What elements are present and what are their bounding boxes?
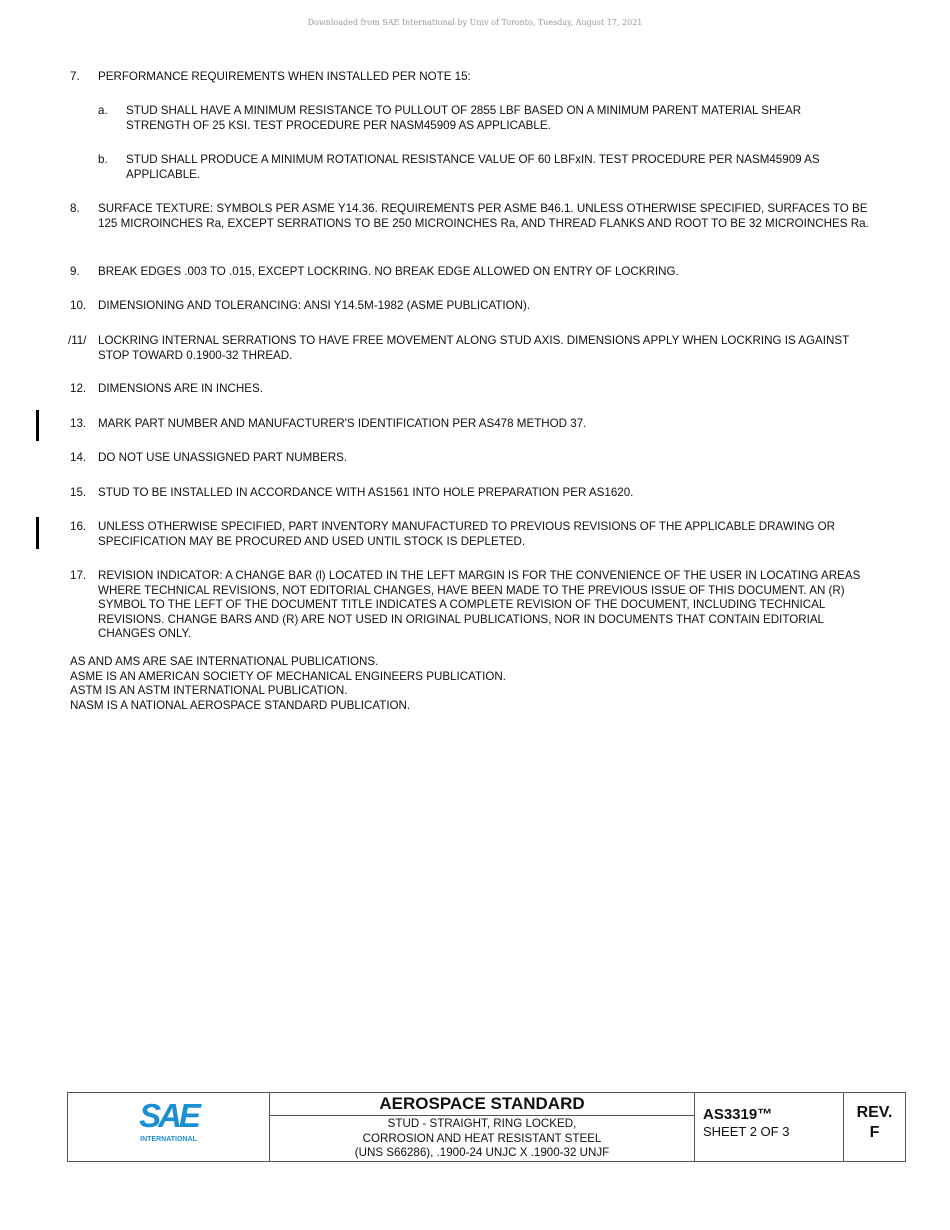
change-bar xyxy=(36,517,39,549)
note-text: LOCKRING INTERNAL SERRATIONS TO HAVE FREE MOVEMENT ALONG STUD AXIS. DIMENSIONS APPLY WHEN LOCKRING IS AGAINST STOP TOWARD 0.1900-32 THREAD. xyxy=(98,334,849,362)
part-number: AS3319™ xyxy=(703,1106,773,1123)
note-number: 8. xyxy=(70,202,80,215)
rev-value: F xyxy=(869,1124,880,1141)
note-text: PERFORMANCE REQUIREMENTS WHEN INSTALLED PER NOTE 15: xyxy=(98,70,471,83)
note-text: DIMENSIONS ARE IN INCHES. xyxy=(98,382,263,395)
change-bar xyxy=(36,410,39,441)
note-number: 7. xyxy=(70,70,80,83)
note-8 xyxy=(70,202,870,231)
note-text: BREAK EDGES .003 TO .015, EXCEPT LOCKRING. NO BREAK EDGE ALLOWED ON ENTRY OF LOCKRING. xyxy=(98,265,679,278)
sub-number: a. xyxy=(98,104,108,117)
publication-note: AS AND AMS ARE SAE INTERNATIONAL PUBLICATIONS. xyxy=(70,655,379,668)
sub-text: STUD SHALL PRODUCE A MINIMUM ROTATIONAL RESISTANCE VALUE OF 60 LBFxIN. TEST PROCEDURE PER NASM45909 AS APPLICABLE. xyxy=(126,153,820,181)
note-text: STUD TO BE INSTALLED IN ACCORDANCE WITH AS1561 INTO HOLE PREPARATION PER AS1620. xyxy=(98,486,634,499)
sub-text: STUD SHALL HAVE A MINIMUM RESISTANCE TO PULLOUT OF 2855 LBF BASED ON A MINIMUM PARENT MATERIAL SHEAR STRENGTH OF 25 KSI. TEST PROCEDURE PER NASM45909 AS APPLICABLE. xyxy=(126,104,802,132)
publication-note: ASTM IS AN ASTM INTERNATIONAL PUBLICATION. xyxy=(70,684,348,697)
logo-mark: SAE xyxy=(139,1097,198,1134)
note-number: 16. xyxy=(70,520,87,533)
standard-heading: AEROSPACE STANDARD xyxy=(270,1093,694,1116)
note-10 xyxy=(70,299,870,314)
note-number: 12. xyxy=(70,382,87,395)
note-15 xyxy=(70,486,870,501)
download-note: Downloaded from SAE International by Univ of Toronto, Tuesday, August 17, 2021 xyxy=(307,18,643,27)
logo-subtext: INTERNATIONAL xyxy=(140,1136,197,1143)
note-14 xyxy=(70,451,870,466)
note-13 xyxy=(70,417,870,432)
subtitle-line: CORROSION AND HEAT RESISTANT STEEL xyxy=(362,1131,602,1145)
revision-cell xyxy=(844,1093,906,1162)
document-title xyxy=(270,1093,695,1162)
note-text: REVISION INDICATOR: A CHANGE BAR (l) LOCATED IN THE LEFT MARGIN IS FOR THE CONVENIENCE OF THE USER IN LOCATING AREAS WHERE TECHNICAL REVISIONS, NOT EDITORIAL CHANGES, HAVE BEEN MADE TO THE PREVIOUS ISSUE OF THIS DOCUMENT. AN (R) SYMBOL TO THE LEFT OF THE DOCUMENT TITLE INDICATES A COMPLETE REVISION OF THE DOCUMENT, INCLUDING TECHNICAL REVISIONS. CHANGE BARS AND (R) ARE NOT USED IN ORIGINAL PUBLICATIONS, NOR IN DOCUMENTS THAT CONTAIN EDITORIAL CHANGES ONLY. xyxy=(98,569,861,640)
note-number: 13. xyxy=(70,417,87,430)
part-number-cell xyxy=(695,1093,844,1162)
subtitle-line: STUD - STRAIGHT, RING LOCKED, xyxy=(387,1117,577,1130)
note-11 xyxy=(68,334,868,363)
publication-notes xyxy=(70,655,506,713)
note-7b xyxy=(98,153,868,182)
publication-note: ASME IS AN AMERICAN SOCIETY OF MECHANICAL ENGINEERS PUBLICATION. xyxy=(70,669,506,683)
sub-number: b. xyxy=(98,153,108,166)
note-17 xyxy=(70,569,870,642)
note-16 xyxy=(70,520,870,549)
note-number: /11/ xyxy=(68,334,87,347)
note-text: DIMENSIONING AND TOLERANCING: ANSI Y14.5M-1982 (ASME PUBLICATION). xyxy=(98,299,531,312)
note-text: UNLESS OTHERWISE SPECIFIED, PART INVENTORY MANUFACTURED TO PREVIOUS REVISIONS OF THE APPLICABLE DRAWING OR SPECIFICATION MAY BE PROCURED AND USED UNTIL STOCK IS DEPLETED. xyxy=(98,520,836,548)
note-text: MARK PART NUMBER AND MANUFACTURER'S IDENTIFICATION PER AS478 METHOD 37. xyxy=(98,417,587,430)
note-number: 9. xyxy=(70,265,80,278)
sheet-number: SHEET 2 OF 3 xyxy=(703,1124,790,1139)
sae-logo xyxy=(68,1093,270,1162)
rev-label: REV. xyxy=(856,1104,893,1121)
note-7 xyxy=(70,70,870,85)
title-block xyxy=(67,1092,906,1162)
note-number: 17. xyxy=(70,569,87,582)
note-7a xyxy=(98,104,868,133)
note-12 xyxy=(70,382,870,397)
note-number: 15. xyxy=(70,486,87,499)
note-text: DO NOT USE UNASSIGNED PART NUMBERS. xyxy=(98,451,348,464)
note-9 xyxy=(70,265,870,280)
note-text: SURFACE TEXTURE: SYMBOLS PER ASME Y14.36. REQUIREMENTS PER ASME B46.1. UNLESS OTHERWISE SPECIFIED, SURFACES TO BE 125 MICROINCHES Ra, EXCEPT SERRATIONS TO BE 250 MICROINCHES Ra, AND THREAD FLANKS AND ROOT TO BE 32 MICROINCHES Ra. xyxy=(98,202,869,230)
note-number: 10. xyxy=(70,299,87,312)
note-number: 14. xyxy=(70,451,87,464)
publication-note: NASM IS A NATIONAL AEROSPACE STANDARD PUBLICATION. xyxy=(70,698,411,712)
subtitle-line: (UNS S66286), .1900-24 UNJC X .1900-32 UNJF xyxy=(354,1146,610,1159)
